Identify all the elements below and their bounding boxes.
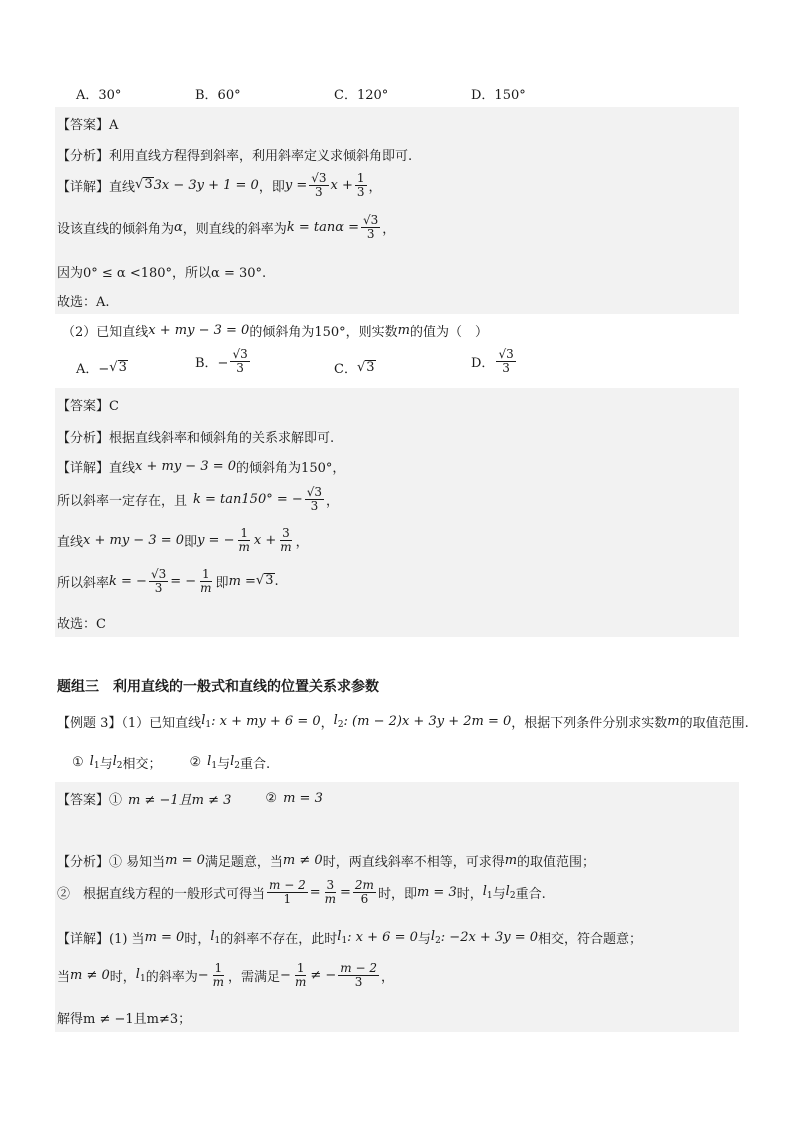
q2-detail-line1: 【详解】直线 x + my − 3 = 0 的倾斜角为150°， <box>57 459 346 476</box>
q2-stem-pre: （2）已知直线 <box>62 325 149 340</box>
q2-detail-line2: 所以斜率一定存在，且 k = tan150° = − $\frac{√3}{3}$ ， <box>57 485 340 513</box>
q2-choice: 故选：C <box>57 617 106 632</box>
ex3-solution-box <box>55 782 739 1032</box>
q1-detail-line1 <box>57 172 382 198</box>
q1-frac-sqrt3-over-3: $\frac{√3}{3}$ <box>311 171 327 199</box>
q1-option-a: A．30° <box>76 88 122 103</box>
q2-analysis: 【分析】根据直线斜率和倾斜角的关系求解即可. <box>57 431 335 446</box>
q1-line2-frac: $\frac{√3}{3}$ <box>363 213 379 241</box>
q2-stem <box>62 321 488 340</box>
ex3-detail-2: 当 m ≠ 0 时， $l_1$ 的斜率为 − $\frac{1}{m}$ ，需满足 − $\frac{1}{m}$ ≠ − $\frac{m - 2}{3}$ ， <box>57 961 394 989</box>
q2-option-d: D． $\frac{√3}{3}$ <box>471 347 514 375</box>
ex3-analysis-2: ② 根据直线方程的一般形式可得当 $\frac{m - 2}{1}$ = $\frac{3}{m}$ = $\frac{2m}{6}$ 时，即 m = 3 时， $l_1$ 与 $l_2$ 重合. <box>57 878 546 906</box>
q1-analysis: 【分析】利用直线方程得到斜率，利用斜率定义求倾斜角即可. <box>57 149 413 164</box>
q1-solution-box <box>55 107 739 314</box>
q1-frac-1-over-3: $\frac{1}{3}$ <box>356 171 365 199</box>
q1-x-plus: x + <box>330 177 353 193</box>
q1-sqrt3: √ 3 <box>135 177 153 193</box>
q2-stem-post: 的值为（ ） <box>409 325 488 340</box>
q1-comma: ， <box>368 179 382 195</box>
q1-option-b: B．60° <box>195 88 241 103</box>
ex3-stem: 【例题 3】（1）已知直线 $l_1$ : x + my + 6 = 0 ， $l_2$ : (m − 2)x + 3y + 2m = 0 ，根据下列条件分别求实数 m 的取值范围. <box>57 713 749 731</box>
ex3-detail-1: 【详解】(1) 当 m = 0 时， $l_1$ 的斜率不存在，此时 $l_1$ : x + 6 = 0 与 $l_2$ : −2x + 3y = 0 相交，符合题意； <box>57 929 643 947</box>
q2-detail-line3: 直线 x + my − 3 = 0 即 y = − $\frac{1}{m}$ x + $\frac{3}{m}$ ， <box>57 526 309 554</box>
q1-line2-k: k = tanα = <box>286 219 359 235</box>
q2-solution-box <box>55 388 739 637</box>
q2-stem-mid: 的倾斜角为150°，则实数 <box>249 325 398 340</box>
q2-answer: 【答案】C <box>57 399 119 414</box>
ex3-conditions: ① $l_1$ 与 $l_2$ 相交； ② $l_1$ 与 $l_2$ 重合. <box>72 754 271 772</box>
q1-detail-y: y = <box>284 177 308 193</box>
q1-line2-comma: ， <box>382 221 396 237</box>
q1-detail-label: 【详解】直线 <box>57 179 136 195</box>
q2-option-a: A．− √ 3 <box>76 359 127 377</box>
q1-option-d: D．150° <box>471 88 526 103</box>
q2-option-b: B．− $\frac{√3}{3}$ <box>195 347 248 375</box>
ex3-detail-3: 解得m ≠ −1且m≠3； <box>57 1012 192 1027</box>
q1-detail-line3: 因为0° ≤ α <180°，所以α = 30°. <box>57 266 267 281</box>
q1-line2-alpha: α <box>174 219 183 235</box>
q2-stem-m: m <box>397 323 410 338</box>
q2-detail-line4: 所以斜率 k = − $\frac{√3}{3}$ = − $\frac{1}{m}$ 即 m = √ 3 . <box>57 567 279 595</box>
q2-stem-eq: x + my − 3 = 0 <box>148 323 250 338</box>
q1-answer: 【答案】A <box>57 118 119 133</box>
q1-detail-eq: 3x − 3y + 1 = 0 <box>153 177 259 193</box>
ex3-answer: 【答案】① m ≠ −1且m ≠ 3 ② m = 3 <box>57 791 323 808</box>
q2-option-c: C． √ 3 <box>334 359 375 377</box>
q1-detail-line2 <box>57 214 395 240</box>
q1-option-c: C．120° <box>334 88 389 103</box>
q1-line2-pre: 设该直线的倾斜角为 <box>57 221 175 237</box>
q1-line2-mid: ，则直线的斜率为 <box>182 221 287 237</box>
section-title: 题组三 利用直线的一般式和直线的位置关系求参数 <box>57 679 379 695</box>
q1-detail-mid: ，即 <box>258 179 285 195</box>
ex3-analysis-1: 【分析】① 易知当 m = 0 满足题意，当 m ≠ 0 时，两直线斜率不相等，可求得 m 的取值范围； <box>57 853 596 870</box>
q1-choice: 故选：A. <box>57 295 110 310</box>
